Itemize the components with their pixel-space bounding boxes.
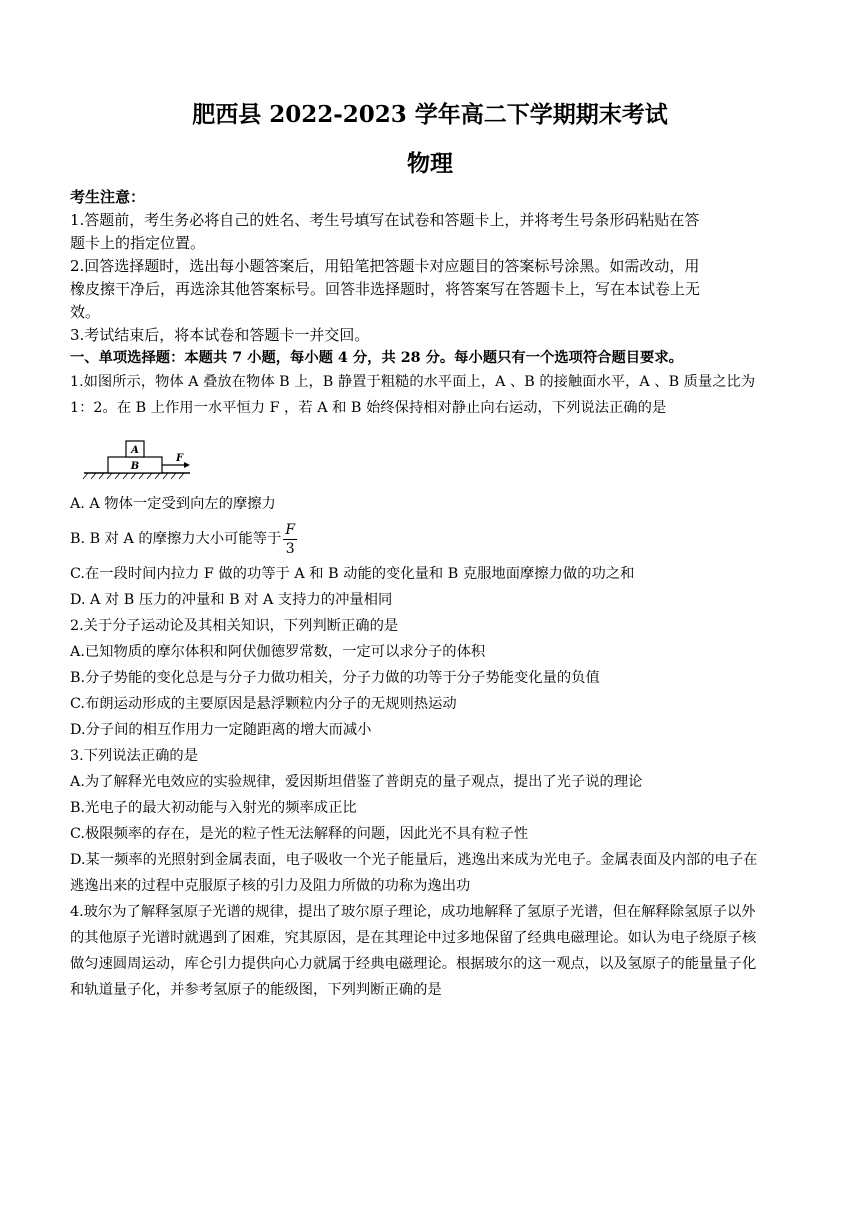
question-2-line: B.分子势能的变化总是与分子力做功相关，分子力做的功等于分子势能变化量的负值 <box>70 670 600 686</box>
question-3-line: 逃逸出来的过程中克服原子核的引力及阻力所做的功称为逸出功 <box>70 878 471 894</box>
question-1-option-a: A. A 物体一定受到向左的摩擦力 <box>70 496 276 512</box>
notice-line: 橡皮擦干净后，再选涂其他答案标号。回答非选择题时，将答案写在答题卡上，写在本试卷上无 <box>70 280 701 298</box>
question-3-line: 3.下列说法正确的是 <box>70 748 199 764</box>
question-3-line: C.极限频率的存在，是光的粒子性无法解释的问题，因此光不具有粒子性 <box>70 826 529 842</box>
option-b-text: B. B 对 A 的摩擦力大小可能等于 <box>70 531 282 547</box>
question-1-option-b <box>70 517 792 561</box>
section-heading: 一、单项选择题：本题共 7 小题，每小题 4 分，共 28 分。每小题只有一个选项符合题目要求。 <box>70 350 683 366</box>
question-2-line: A.已知物质的摩尔体积和阿伏伽德罗常数，一定可以求分子的体积 <box>70 644 486 660</box>
exam-subject: 物理 <box>407 150 453 177</box>
fraction <box>283 521 297 558</box>
blocks-diagram <box>80 429 210 483</box>
question-2-line: 2.关于分子运动论及其相关知识，下列判断正确的是 <box>70 618 399 634</box>
notice-line: 3.考试结束后，将本试卷和答题卡一并交回。 <box>70 326 370 344</box>
question-4-line: 4.玻尔为了解释氢原子光谱的规律，提出了玻尔原子理论，成功地解释了氢原子光谱，但在解释除氢原子以外 <box>70 904 756 920</box>
question-4-line: 的其他原子光谱时就遇到了困难，究其原因，是在其理论中过多地保留了经典电磁理论。如认为电子绕原子核 <box>70 930 757 946</box>
question-3-line: B.光电子的最大初动能与入射光的频率成正比 <box>70 800 357 816</box>
question-1-option-c: C.在一段时间内拉力 F 做的功等于 A 和 B 动能的变化量和 B 克服地面摩擦力做的功之和 <box>70 566 635 582</box>
question-1-stem: 1：2。在 B 上作用一水平恒力 F ，若 A 和 B 始终保持相对静止向右运动，下列说法正确的是 <box>70 400 667 416</box>
notice-line: 效。 <box>70 303 101 321</box>
notice-line: 题卡上的指定位置。 <box>70 234 206 252</box>
fraction-denominator: 3 <box>285 540 295 557</box>
question-2-line: C.布朗运动形成的主要原因是悬浮颗粒内分子的无规则热运动 <box>70 696 457 712</box>
question-4-line: 做匀速圆周运动，库仑引力提供向心力就属于经典电磁理论。根据玻尔的这一观点，以及氢原子的能量量子化 <box>70 956 757 972</box>
blocks-figure <box>80 429 210 483</box>
block-b-label: B <box>130 461 140 472</box>
fraction-numerator: F <box>285 521 296 538</box>
force-arrow-head <box>184 462 190 468</box>
question-2-line: D.分子间的相互作用力一定随距离的增大而减小 <box>70 722 372 738</box>
question-4-line: 和轨道量子化，并参考氢原子的能级图，下列判断正确的是 <box>70 982 442 998</box>
question-3-line: A.为了解释光电效应的实验规律，爱因斯坦借鉴了普朗克的量子观点，提出了光子说的理论 <box>70 774 643 790</box>
block-a-label: A <box>131 445 139 456</box>
notice-heading: 考生注意： <box>70 188 146 206</box>
question-3-line: D.某一频率的光照射到金属表面，电子吸收一个光子能量后，逃逸出来成为光电子。金属表面及内部的电子在 <box>70 852 758 868</box>
force-label: F <box>176 453 184 464</box>
exam-title: 肥西县 2022-2023 学年高二下学期期末考试 <box>192 101 668 128</box>
exam-content <box>70 186 792 1003</box>
question-1-stem: 1.如图所示，物体 A 叠放在物体 B 上，B 静置于粗糙的水平面上，A 、B 的接触面水平，A 、B 质量之比为 <box>70 374 756 390</box>
question-1-option-d: D. A 对 B 压力的冲量和 B 对 A 支持力的冲量相同 <box>70 592 393 608</box>
notice-line: 2.回答选择题时，选出每小题答案后，用铅笔把答题卡对应题目的答案标号涂黑。如需改动，用 <box>70 257 700 275</box>
notice-line: 1.答题前，考生务必将自己的姓名、考生号填写在试卷和答题卡上，并将考生号条形码粘贴在答 <box>70 211 700 229</box>
